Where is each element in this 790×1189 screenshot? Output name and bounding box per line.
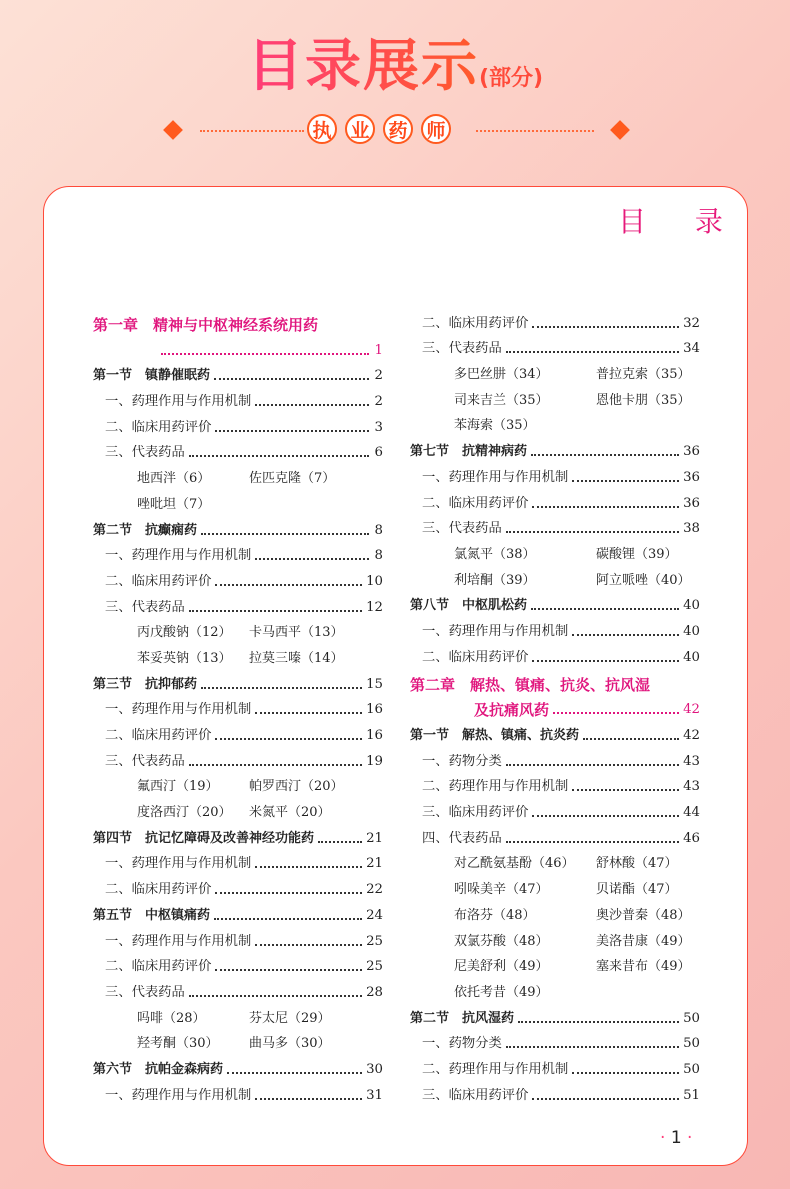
drug-name: 苯妥英钠（13）	[137, 650, 232, 666]
toc-page-number: 15	[366, 676, 383, 692]
leader-dots	[189, 764, 362, 766]
drug-row	[93, 795, 383, 821]
leader-dots	[227, 1072, 362, 1074]
drug-name: 普拉克索（35）	[596, 367, 691, 383]
leader-dots	[189, 995, 362, 997]
drug-row	[410, 357, 700, 383]
toc-page-number: 38	[683, 521, 700, 537]
leader-dots	[572, 634, 679, 636]
leader-dots	[215, 430, 369, 432]
toc-section[interactable]	[93, 667, 383, 693]
toc-page-number: 8	[374, 548, 383, 564]
leader-dots	[201, 687, 362, 689]
drug-name: 芬太尼（29）	[249, 1010, 331, 1026]
leader-dots	[506, 351, 679, 353]
drug-name: 恩他卡朋（35）	[596, 392, 691, 408]
toc-item[interactable]	[410, 486, 700, 512]
leader-dots	[201, 533, 369, 535]
diamond-icon	[163, 120, 183, 140]
drug-name: 司来吉兰（35）	[454, 392, 549, 408]
toc-item[interactable]	[93, 539, 383, 565]
toc-label: 二、临床用药评价	[105, 959, 212, 975]
dotted-divider	[476, 130, 594, 132]
toc-page-number: 36	[683, 495, 700, 511]
drug-name: 拉莫三嗪（14）	[249, 650, 344, 666]
toc-item[interactable]	[93, 410, 383, 436]
toc-item[interactable]	[93, 436, 383, 462]
drug-row	[410, 409, 700, 435]
toc-item[interactable]	[410, 460, 700, 486]
drug-row	[410, 898, 700, 924]
page-title	[0, 22, 790, 102]
drug-row	[410, 872, 700, 898]
title-suffix: (部分)	[478, 66, 544, 91]
drug-name: 羟考酮（30）	[137, 1036, 219, 1052]
drug-name: 卡马西平（13）	[249, 625, 344, 641]
toc-label: 一、药物分类	[422, 1036, 502, 1052]
toc-label: 第一节 解热、镇痛、抗炎药	[410, 728, 580, 743]
toc-page-number: 34	[683, 341, 700, 357]
toc-label: 第八节 中枢肌松药	[410, 598, 528, 614]
drug-name: 塞来昔布（49）	[596, 959, 691, 975]
toc-item[interactable]	[410, 332, 700, 358]
toc-label: 一、药理作用与作用机制	[105, 1087, 252, 1103]
leader-dots	[506, 531, 679, 533]
toc-item[interactable]	[410, 512, 700, 538]
toc-label: 第一节 镇静催眠药	[93, 368, 211, 384]
toc-section[interactable]	[93, 359, 383, 385]
leader-dots	[215, 738, 362, 740]
leader-dots	[255, 558, 369, 560]
toc-item[interactable]	[93, 384, 383, 410]
toc-page-number: 50	[683, 1010, 700, 1026]
toc-page-number: 12	[366, 599, 383, 615]
drug-name: 氯氮平（38）	[454, 546, 536, 562]
drug-row	[410, 950, 700, 976]
toc-label: 一、药理作用与作用机制	[105, 933, 252, 949]
drug-row	[410, 563, 700, 589]
leader-dots	[506, 841, 679, 843]
toc-label: 二、临床用药评价	[422, 315, 529, 331]
toc-page-number: 43	[683, 779, 700, 795]
toc-page-number: 40	[683, 649, 700, 665]
toc-label: 二、临床用药评价	[422, 649, 529, 665]
toc-label: 三、代表药品	[105, 445, 185, 461]
toc-label: 第二章 解热、镇痛、抗炎、抗风湿	[410, 675, 651, 694]
drug-name: 曲马多（30）	[249, 1036, 331, 1052]
drug-row	[410, 975, 700, 1001]
drug-name: 贝诺酯（47）	[596, 882, 678, 898]
leader-dots	[318, 841, 362, 843]
drug-name: 对乙酰氨基酚（46）	[454, 856, 575, 872]
toc-page-number: 50	[683, 1036, 700, 1052]
page-number-value: 1	[670, 1128, 682, 1148]
drug-name: 利培酮（39）	[454, 572, 536, 588]
leader-dots	[506, 1046, 679, 1048]
drug-name: 多巴丝肼（34）	[454, 367, 549, 383]
drug-name: 舒林酸（47）	[596, 856, 678, 872]
toc-section[interactable]	[93, 898, 383, 924]
drug-name: 碳酸锂（39）	[596, 546, 678, 562]
subtitle-row	[0, 114, 790, 148]
leader-dots	[215, 969, 362, 971]
toc-page-number: 22	[366, 882, 383, 898]
toc-item[interactable]	[410, 1052, 700, 1078]
toc-label: 第二节 抗癫痫药	[93, 522, 198, 538]
toc-label: 一、药理作用与作用机制	[105, 702, 252, 718]
drug-row	[410, 537, 700, 563]
drug-row	[93, 461, 383, 487]
toc-page-number: 25	[366, 959, 383, 975]
toc-item[interactable]	[93, 924, 383, 950]
toc-item[interactable]	[93, 950, 383, 976]
leader-dots	[189, 610, 362, 612]
toc-section[interactable]	[93, 821, 383, 847]
toc-page-number: 8	[374, 522, 383, 538]
toc-chapter[interactable]	[93, 333, 383, 359]
toc-item[interactable]	[93, 1078, 383, 1104]
toc-label: 第一章 精神与中枢神经系统用药	[93, 316, 319, 334]
toc-label: 三、临床用药评价	[422, 805, 529, 821]
drug-name: 度洛西汀（20）	[137, 805, 232, 821]
toc-label: 二、临床用药评价	[105, 728, 212, 743]
toc-column-right	[410, 306, 700, 1104]
toc-label: 三、代表药品	[105, 599, 185, 615]
toc-label: 二、临床用药评价	[105, 573, 212, 589]
toc-chapter[interactable]	[410, 666, 700, 693]
leader-dots	[532, 1098, 679, 1100]
toc-page-number: 28	[366, 984, 383, 1000]
toc-page-number: 43	[683, 753, 700, 769]
toc-label: 二、药理作用与作用机制	[422, 779, 569, 795]
toc-label: 第四节 抗记忆障碍及改善神经功能药	[93, 830, 315, 846]
leader-dots	[583, 738, 679, 740]
drug-name: 氟西汀（19）	[137, 779, 219, 795]
leader-dots	[255, 404, 369, 406]
toc-page-number: 16	[366, 702, 383, 718]
toc-page-number: 24	[366, 907, 383, 923]
drug-name: 地西泮（6）	[137, 471, 211, 487]
drug-row	[93, 641, 383, 667]
drug-row	[93, 1027, 383, 1053]
toc-item[interactable]	[410, 306, 700, 332]
toc-page-number: 31	[366, 1087, 383, 1103]
toc-item[interactable]	[410, 770, 700, 796]
leader-dots	[506, 764, 679, 766]
toc-item[interactable]	[410, 1078, 700, 1104]
toc-section[interactable]	[410, 1001, 700, 1027]
drug-name: 布洛芬（48）	[454, 907, 536, 923]
toc-page-number: 2	[374, 394, 383, 410]
drug-row	[93, 770, 383, 796]
drug-name: 尼美舒利（49）	[454, 959, 549, 975]
toc-page-number: 42	[683, 702, 700, 718]
toc-section[interactable]	[93, 513, 383, 539]
leader-dots	[255, 1098, 362, 1100]
leader-dots	[189, 455, 369, 457]
drug-name: 双氯芬酸（48）	[454, 933, 549, 949]
drug-row	[410, 847, 700, 873]
drug-row	[93, 487, 383, 513]
drug-name: 奥沙普秦（48）	[596, 907, 691, 923]
toc-label: 二、临床用药评价	[422, 495, 529, 511]
toc-page-number: 1	[374, 342, 383, 358]
drug-row	[410, 924, 700, 950]
leader-dots	[215, 892, 362, 894]
toc-chapter[interactable]	[93, 306, 383, 333]
diamond-icon	[610, 120, 630, 140]
toc-page-number: 51	[683, 1087, 700, 1103]
toc-page-number: 10	[366, 573, 383, 589]
toc-page-number: 46	[683, 830, 700, 846]
toc-item[interactable]	[93, 975, 383, 1001]
toc-page-number: 21	[366, 830, 383, 846]
toc-label: 三、代表药品	[105, 753, 185, 769]
toc-label: 三、代表药品	[422, 341, 502, 357]
toc-chapter[interactable]	[410, 693, 700, 719]
toc-item[interactable]	[93, 744, 383, 770]
toc-page-number: 16	[366, 728, 383, 743]
toc-label: 一、药理作用与作用机制	[105, 548, 252, 564]
toc-item[interactable]	[410, 821, 700, 847]
subtitle-badges	[307, 114, 451, 144]
subtitle-char: 师	[421, 114, 451, 144]
toc-page-number: 40	[683, 623, 700, 639]
drug-name: 阿立哌唑（40）	[596, 572, 691, 588]
toc-section[interactable]	[410, 718, 700, 744]
toc-label: 二、临床用药评价	[105, 419, 212, 435]
toc-label: 三、代表药品	[105, 984, 185, 1000]
leader-dots	[532, 326, 679, 328]
toc-item[interactable]	[410, 744, 700, 770]
toc-heading: 目 录	[618, 205, 743, 238]
leader-dots	[572, 480, 679, 482]
toc-page-number: 19	[366, 753, 383, 769]
leader-dots	[215, 584, 362, 586]
toc-column-left	[93, 306, 383, 1104]
toc-label: 三、临床用药评价	[422, 1087, 529, 1103]
toc-item[interactable]	[410, 640, 700, 666]
toc-item[interactable]	[410, 1027, 700, 1053]
leader-dots	[255, 944, 362, 946]
toc-page-number: 30	[366, 1061, 383, 1077]
toc-section[interactable]	[93, 1052, 383, 1078]
toc-label: 第三节 抗抑郁药	[93, 676, 198, 692]
toc-item[interactable]	[93, 872, 383, 898]
toc-page-number: 3	[374, 419, 383, 435]
drug-name: 依托考昔（49）	[454, 984, 549, 1000]
leader-dots	[531, 608, 679, 610]
toc-label: 第二节 抗风湿药	[410, 1010, 515, 1026]
toc-label: 二、临床用药评价	[105, 882, 212, 898]
title-main: 目录展示	[246, 34, 479, 99]
toc-label: 第七节 抗精神病药	[410, 444, 528, 460]
toc-label: 一、药理作用与作用机制	[105, 394, 252, 410]
leader-dots	[255, 712, 362, 714]
toc-label: 三、代表药品	[422, 521, 502, 537]
drug-name: 佐匹克隆（7）	[249, 471, 336, 487]
toc-label: 及抗痛风药	[474, 701, 550, 720]
leader-dots	[255, 866, 362, 868]
drug-name: 吲哚美辛（47）	[454, 882, 549, 898]
leader-dots	[161, 353, 369, 355]
drug-row	[93, 616, 383, 642]
toc-label: 一、药理作用与作用机制	[422, 469, 569, 485]
subtitle-char: 业	[345, 114, 375, 144]
toc-page-number: 36	[683, 469, 700, 485]
leader-dots	[553, 712, 679, 714]
toc-page-number: 40	[683, 598, 700, 614]
drug-name: 丙戊酸钠（12）	[137, 625, 232, 641]
toc-page-number: 2	[374, 368, 383, 384]
toc-page-number: 42	[683, 728, 700, 743]
toc-section[interactable]	[410, 434, 700, 460]
leader-dots	[532, 815, 679, 817]
page-number: · 1 ·	[660, 1128, 693, 1148]
leader-dots	[572, 1072, 679, 1074]
toc-page-number: 50	[683, 1061, 700, 1077]
leader-dots	[532, 506, 679, 508]
drug-name: 吗啡（28）	[137, 1010, 206, 1026]
leader-dots	[518, 1021, 679, 1023]
dotted-divider	[200, 130, 304, 132]
toc-label: 一、药物分类	[422, 753, 502, 769]
toc-label: 第六节 抗帕金森病药	[93, 1061, 224, 1077]
drug-name: 唑吡坦（7）	[137, 496, 211, 512]
toc-label: 二、药理作用与作用机制	[422, 1061, 569, 1077]
toc-item[interactable]	[93, 590, 383, 616]
toc-label: 一、药理作用与作用机制	[105, 856, 252, 872]
toc-item[interactable]	[93, 693, 383, 719]
toc-item[interactable]	[410, 614, 700, 640]
leader-dots	[532, 660, 679, 662]
leader-dots	[214, 378, 369, 380]
toc-section[interactable]	[410, 589, 700, 615]
toc-item[interactable]	[93, 718, 383, 744]
toc-item[interactable]	[93, 564, 383, 590]
drug-name: 苯海索（35）	[454, 418, 536, 434]
drug-row	[410, 383, 700, 409]
leader-dots	[531, 454, 679, 456]
leader-dots	[214, 918, 362, 920]
toc-page-number: 36	[683, 444, 700, 460]
toc-page-number: 32	[683, 315, 700, 331]
toc-item[interactable]	[93, 847, 383, 873]
toc-label: 一、药理作用与作用机制	[422, 623, 569, 639]
toc-item[interactable]	[410, 795, 700, 821]
toc-page-number: 44	[683, 805, 700, 821]
drug-row	[93, 1001, 383, 1027]
toc-page-number: 6	[374, 445, 383, 461]
subtitle-char: 药	[383, 114, 413, 144]
drug-name: 米氮平（20）	[249, 805, 331, 821]
leader-dots	[572, 789, 679, 791]
drug-name: 美洛昔康（49）	[596, 933, 691, 949]
subtitle-char: 执	[307, 114, 337, 144]
toc-page-number: 25	[366, 933, 383, 949]
toc-label: 第五节 中枢镇痛药	[93, 907, 211, 923]
toc-label: 四、代表药品	[422, 830, 502, 846]
toc-page-number: 21	[366, 856, 383, 872]
drug-name: 帕罗西汀（20）	[249, 779, 344, 795]
